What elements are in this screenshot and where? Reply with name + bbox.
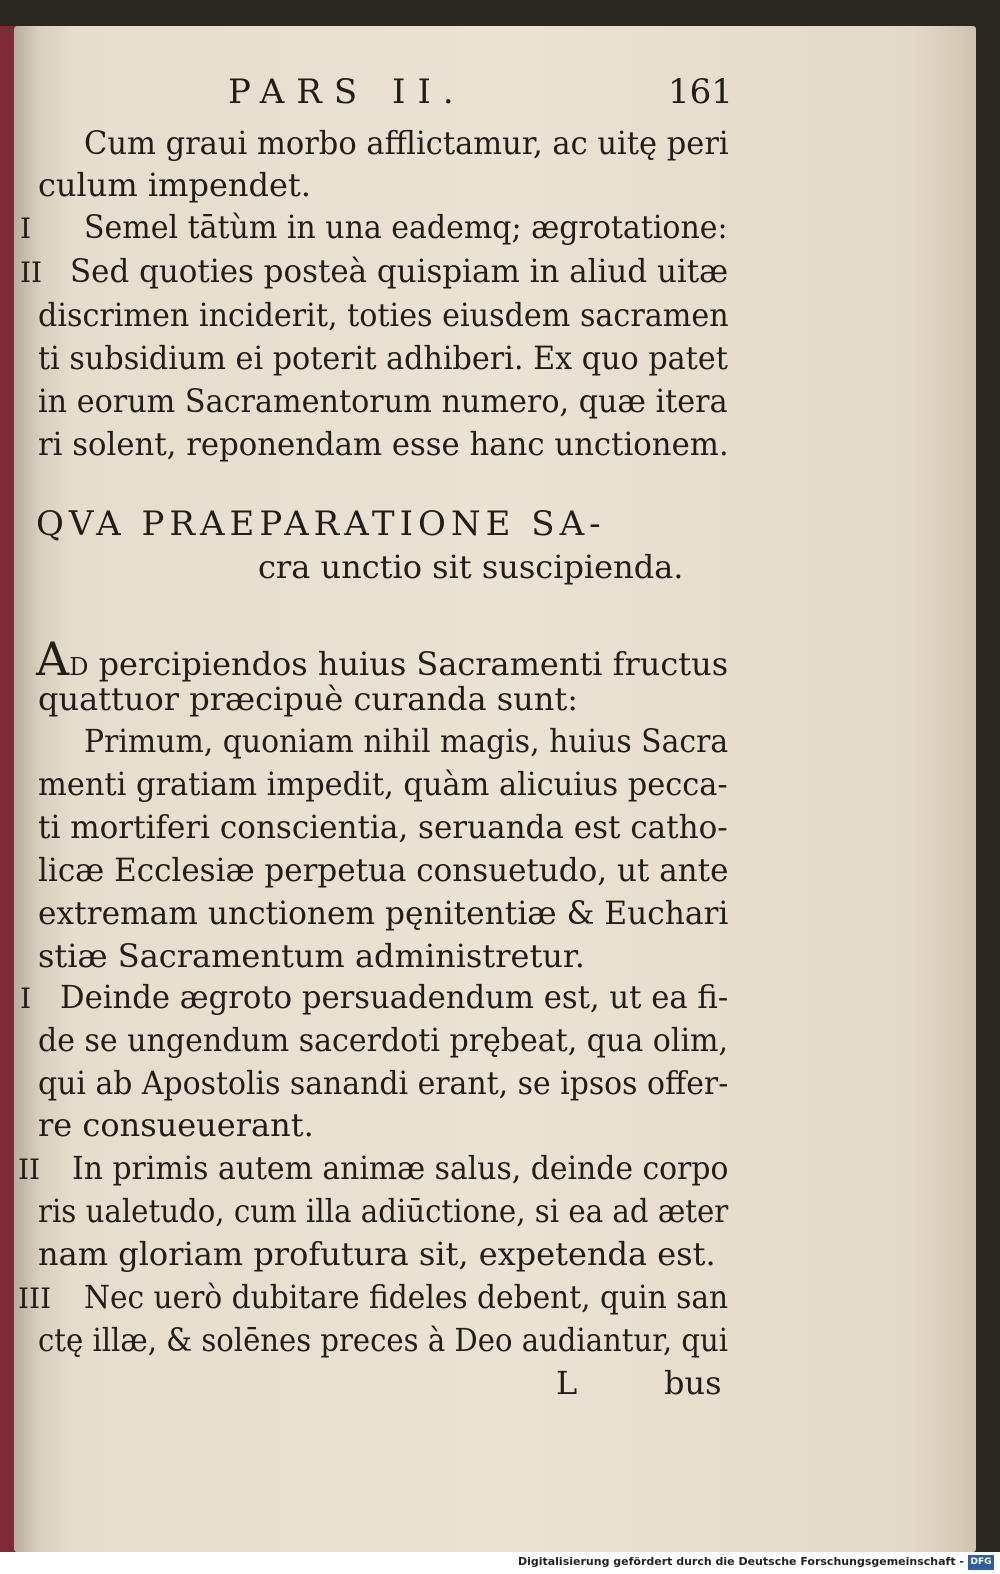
text-line: menti gratiam impedit, quàm alicuius pecca-	[38, 765, 728, 803]
text-line: Primum, quoniam nihil magis, huius Sacra	[84, 722, 729, 760]
text-line: Cum graui morbo afflictamur, ac uitę peri	[84, 124, 729, 162]
text-line-dropcap	[36, 632, 728, 686]
margin-numeral: II	[20, 256, 43, 289]
text-line: qui ab Apostolis sanandi erant, se ipsos offer-	[38, 1064, 729, 1102]
text-line: quattuor præcipuè curanda sunt:	[38, 680, 578, 718]
text-line: nam gloriam profutura sit, expetenda est.	[38, 1235, 716, 1273]
text-line: ctę illæ, & solēnes preces à Deo audiantur, qui	[38, 1321, 729, 1359]
drop-cap: A	[36, 632, 70, 686]
section-heading-line2: cra unctio sit suscipienda.	[258, 548, 684, 586]
running-head: PARS II.	[228, 72, 466, 112]
text-line: ti mortiferi conscientia, seruanda est catho-	[38, 808, 728, 846]
text-line: culum impendet.	[38, 166, 311, 204]
section-heading: QVA PRAEPARATIONE SA-	[36, 504, 606, 544]
text-line: In primis autem animæ salus, deinde corpo	[72, 1149, 729, 1187]
margin-numeral: I	[20, 982, 32, 1015]
text-line: extremam unctionem pęnitentiæ & Euchari	[38, 894, 729, 932]
catchword: bus	[664, 1364, 722, 1402]
footer-credit: Digitalisierung gefördert durch die Deutsche Forschungsgemeinschaft -	[517, 1555, 964, 1568]
text-line: Deinde ægroto persuadendum est, ut ea fi-	[60, 978, 729, 1016]
text-line: Semel tātùm in una eademq; ægrotatione:	[84, 208, 728, 246]
text-line: licæ Ecclesiæ perpetua consuetudo, ut ante	[38, 851, 729, 889]
text-line: stiæ Sacramentum administretur.	[38, 937, 585, 975]
margin-numeral: II	[18, 1153, 41, 1186]
text-line: re consueuerant.	[38, 1106, 314, 1144]
text-line: ris ualetudo, cum illa adiūctione, si ea ad æter	[38, 1192, 729, 1230]
text-line: discrimen inciderit, toties eiusdem sacramen	[38, 296, 729, 334]
margin-numeral: III	[18, 1282, 52, 1315]
digitization-footer	[0, 1552, 1000, 1574]
text-line: Sed quoties posteà quispiam in aliud uitæ	[70, 252, 729, 290]
text-line: Nec uerò dubitare fideles debent, quin san	[84, 1278, 729, 1316]
signature-mark: L	[556, 1364, 578, 1402]
dfg-logo: DFG	[968, 1555, 994, 1570]
text-line: de se ungendum sacerdoti prębeat, qua olim,	[38, 1021, 729, 1059]
text-line: ri solent, reponendam esse hanc unctionem.	[38, 425, 729, 463]
margin-numeral: I	[20, 212, 32, 245]
text-line: ti subsidium ei poterit adhiberi. Ex quo patet	[38, 339, 728, 377]
text-line-rest: percipiendos huius Sacramenti fructus	[88, 645, 729, 683]
drop-cap-small: D	[69, 653, 89, 681]
text-line: in eorum Sacramentorum numero, quæ itera	[38, 382, 728, 420]
page-number: 161	[668, 72, 733, 112]
